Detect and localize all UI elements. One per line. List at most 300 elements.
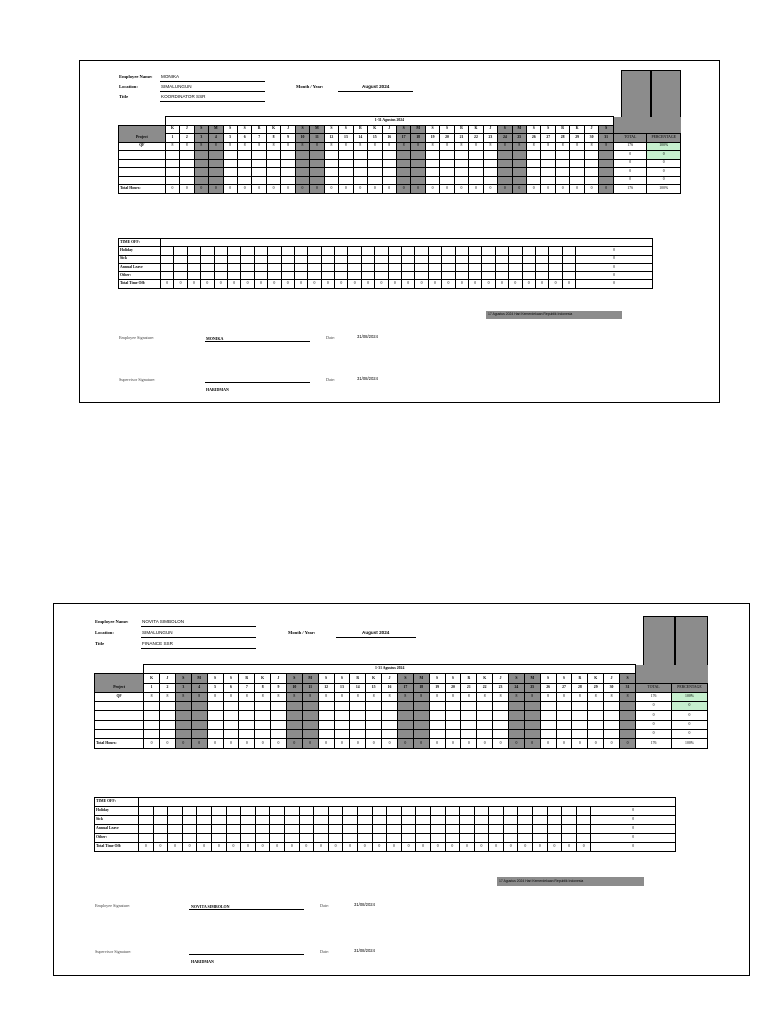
hours-cell[interactable]: 8	[524, 692, 540, 701]
time-off-cell[interactable]	[153, 825, 168, 834]
time-off-cell[interactable]	[161, 263, 174, 271]
time-off-cell[interactable]	[212, 807, 227, 816]
hours-cell[interactable]	[318, 730, 334, 739]
time-off-cell[interactable]	[415, 263, 428, 271]
hours-cell[interactable]	[334, 711, 350, 720]
hours-cell[interactable]	[194, 159, 208, 168]
time-off-cell[interactable]	[387, 834, 402, 843]
hours-cell[interactable]: 8	[572, 692, 588, 701]
hours-cell[interactable]	[508, 702, 524, 711]
hours-cell[interactable]: 8	[397, 692, 413, 701]
hours-cell[interactable]	[160, 720, 176, 729]
hours-cell[interactable]	[570, 168, 584, 177]
time-off-cell[interactable]	[416, 807, 431, 816]
time-off-cell[interactable]	[489, 816, 504, 825]
time-off-cell[interactable]	[495, 255, 508, 263]
time-off-cell[interactable]	[284, 834, 299, 843]
hours-cell[interactable]: 8	[207, 692, 223, 701]
hours-cell[interactable]	[286, 702, 302, 711]
time-off-cell[interactable]	[201, 255, 214, 263]
time-off-cell[interactable]	[460, 825, 475, 834]
hours-cell[interactable]: 8	[366, 692, 382, 701]
time-off-cell[interactable]	[562, 272, 575, 280]
hours-cell[interactable]	[469, 159, 483, 168]
hours-cell[interactable]	[165, 176, 179, 185]
time-off-cell[interactable]	[495, 247, 508, 255]
time-off-cell[interactable]	[401, 825, 416, 834]
hours-cell[interactable]	[295, 168, 309, 177]
time-off-cell[interactable]	[535, 247, 548, 255]
hours-cell[interactable]	[286, 720, 302, 729]
hours-cell[interactable]	[584, 151, 598, 160]
hours-cell[interactable]: 8	[324, 142, 338, 151]
time-off-cell[interactable]	[308, 255, 321, 263]
hours-cell[interactable]: 8	[429, 692, 445, 701]
hours-cell[interactable]	[599, 159, 614, 168]
time-off-cell[interactable]	[335, 255, 348, 263]
time-off-cell[interactable]	[535, 263, 548, 271]
hours-cell[interactable]	[191, 702, 207, 711]
hours-cell[interactable]	[239, 720, 255, 729]
hours-cell[interactable]	[572, 730, 588, 739]
hours-cell[interactable]	[556, 720, 572, 729]
hours-cell[interactable]	[382, 151, 396, 160]
time-off-cell[interactable]	[321, 272, 334, 280]
hours-cell[interactable]: 8	[209, 142, 223, 151]
time-off-cell[interactable]	[401, 816, 416, 825]
hours-cell[interactable]	[366, 730, 382, 739]
time-off-cell[interactable]	[226, 807, 241, 816]
time-off-cell[interactable]	[474, 816, 489, 825]
time-off-cell[interactable]	[268, 272, 281, 280]
hours-cell[interactable]	[255, 711, 271, 720]
hours-cell[interactable]: 8	[302, 692, 318, 701]
time-off-cell[interactable]	[161, 272, 174, 280]
time-off-cell[interactable]	[182, 834, 197, 843]
hours-cell[interactable]	[237, 168, 251, 177]
time-off-cell[interactable]	[402, 247, 415, 255]
project-name[interactable]: QF	[95, 692, 144, 701]
hours-cell[interactable]	[454, 151, 468, 160]
hours-cell[interactable]	[570, 176, 584, 185]
time-off-cell[interactable]	[212, 834, 227, 843]
hours-cell[interactable]	[588, 720, 604, 729]
time-off-cell[interactable]	[168, 834, 183, 843]
hours-cell[interactable]	[382, 159, 396, 168]
hours-cell[interactable]: 8	[498, 142, 512, 151]
hours-cell[interactable]	[527, 159, 541, 168]
time-off-cell[interactable]	[299, 816, 314, 825]
hours-cell[interactable]	[295, 176, 309, 185]
time-off-cell[interactable]	[187, 247, 200, 255]
hours-cell[interactable]	[194, 176, 208, 185]
project-name[interactable]	[119, 151, 166, 160]
time-off-cell[interactable]	[562, 255, 575, 263]
hours-cell[interactable]	[144, 720, 160, 729]
time-off-cell[interactable]	[284, 807, 299, 816]
hours-cell[interactable]	[339, 151, 353, 160]
hours-cell[interactable]: 8	[382, 692, 398, 701]
hours-cell[interactable]	[271, 730, 287, 739]
hours-cell[interactable]	[397, 702, 413, 711]
time-off-cell[interactable]	[445, 825, 460, 834]
time-off-cell[interactable]	[241, 834, 256, 843]
hours-cell[interactable]	[310, 168, 324, 177]
time-off-cell[interactable]	[187, 255, 200, 263]
time-off-cell[interactable]	[576, 834, 591, 843]
hours-cell[interactable]	[223, 176, 237, 185]
time-off-cell[interactable]	[375, 247, 388, 255]
time-off-cell[interactable]	[226, 825, 241, 834]
time-off-cell[interactable]	[562, 825, 577, 834]
hours-cell[interactable]	[493, 730, 509, 739]
hours-cell[interactable]	[207, 711, 223, 720]
time-off-cell[interactable]	[284, 816, 299, 825]
hours-cell[interactable]	[397, 730, 413, 739]
time-off-cell[interactable]	[503, 825, 518, 834]
hours-cell[interactable]	[619, 702, 635, 711]
time-off-cell[interactable]	[445, 834, 460, 843]
hours-cell[interactable]: 8	[599, 142, 614, 151]
time-off-cell[interactable]	[562, 807, 577, 816]
hours-cell[interactable]: 8	[555, 142, 569, 151]
hours-cell[interactable]	[413, 720, 429, 729]
hours-cell[interactable]: 8	[175, 692, 191, 701]
hours-cell[interactable]	[281, 176, 295, 185]
time-off-cell[interactable]	[522, 247, 535, 255]
time-off-cell[interactable]	[547, 816, 562, 825]
hours-cell[interactable]	[271, 702, 287, 711]
hours-cell[interactable]: 8	[191, 692, 207, 701]
hours-cell[interactable]	[429, 730, 445, 739]
hours-cell[interactable]	[175, 711, 191, 720]
hours-cell[interactable]	[209, 151, 223, 160]
time-off-cell[interactable]	[270, 834, 285, 843]
hours-cell[interactable]: 8	[445, 692, 461, 701]
time-off-cell[interactable]	[474, 807, 489, 816]
hours-cell[interactable]: 8	[469, 142, 483, 151]
time-off-cell[interactable]	[343, 834, 358, 843]
time-off-cell[interactable]	[576, 825, 591, 834]
time-off-cell[interactable]	[430, 825, 445, 834]
hours-cell[interactable]	[180, 159, 194, 168]
hours-cell[interactable]	[493, 720, 509, 729]
time-off-cell[interactable]	[388, 247, 401, 255]
hours-cell[interactable]	[512, 159, 526, 168]
hours-cell[interactable]	[382, 176, 396, 185]
hours-cell[interactable]	[366, 711, 382, 720]
hours-cell[interactable]	[619, 711, 635, 720]
time-off-cell[interactable]	[281, 255, 294, 263]
time-off-cell[interactable]	[533, 816, 548, 825]
time-off-cell[interactable]	[576, 807, 591, 816]
time-off-cell[interactable]	[241, 816, 256, 825]
time-off-cell[interactable]	[227, 263, 240, 271]
hours-cell[interactable]	[281, 151, 295, 160]
time-off-cell[interactable]	[270, 816, 285, 825]
hours-cell[interactable]: 8	[540, 692, 556, 701]
time-off-cell[interactable]	[197, 825, 212, 834]
hours-cell[interactable]	[266, 151, 280, 160]
time-off-cell[interactable]	[255, 816, 270, 825]
hours-cell[interactable]: 8	[512, 142, 526, 151]
hours-cell[interactable]	[252, 168, 266, 177]
time-off-cell[interactable]	[547, 825, 562, 834]
hours-cell[interactable]: 8	[286, 692, 302, 701]
time-off-cell[interactable]	[533, 834, 548, 843]
time-off-cell[interactable]	[139, 807, 154, 816]
time-off-cell[interactable]	[153, 807, 168, 816]
hours-cell[interactable]	[411, 176, 425, 185]
hours-cell[interactable]	[310, 151, 324, 160]
time-off-cell[interactable]	[348, 272, 361, 280]
time-off-cell[interactable]	[489, 825, 504, 834]
time-off-cell[interactable]	[509, 263, 522, 271]
time-off-cell[interactable]	[281, 272, 294, 280]
hours-cell[interactable]	[556, 711, 572, 720]
hours-cell[interactable]	[318, 702, 334, 711]
hours-cell[interactable]	[266, 176, 280, 185]
hours-cell[interactable]	[207, 730, 223, 739]
time-off-cell[interactable]	[482, 263, 495, 271]
time-off-cell[interactable]	[321, 255, 334, 263]
hours-cell[interactable]: 8	[477, 692, 493, 701]
hours-cell[interactable]: 8	[493, 692, 509, 701]
time-off-cell[interactable]	[321, 263, 334, 271]
time-off-cell[interactable]	[445, 807, 460, 816]
hours-cell[interactable]	[477, 711, 493, 720]
time-off-cell[interactable]	[503, 834, 518, 843]
hours-cell[interactable]	[477, 730, 493, 739]
hours-cell[interactable]	[191, 711, 207, 720]
hours-cell[interactable]	[194, 168, 208, 177]
hours-cell[interactable]: 8	[180, 142, 194, 151]
hours-cell[interactable]: 8	[604, 692, 620, 701]
time-off-cell[interactable]	[174, 272, 187, 280]
time-off-cell[interactable]	[460, 816, 475, 825]
time-off-cell[interactable]	[562, 247, 575, 255]
time-off-cell[interactable]	[227, 255, 240, 263]
time-off-cell[interactable]	[547, 834, 562, 843]
hours-cell[interactable]	[599, 168, 614, 177]
hours-cell[interactable]	[324, 176, 338, 185]
hours-cell[interactable]	[527, 168, 541, 177]
hours-cell[interactable]	[396, 151, 410, 160]
hours-cell[interactable]	[286, 730, 302, 739]
hours-cell[interactable]: 8	[411, 142, 425, 151]
time-off-cell[interactable]	[509, 247, 522, 255]
time-off-cell[interactable]	[187, 272, 200, 280]
time-off-cell[interactable]	[509, 272, 522, 280]
time-off-cell[interactable]	[388, 255, 401, 263]
hours-cell[interactable]	[556, 730, 572, 739]
hours-cell[interactable]: 8	[144, 692, 160, 701]
time-off-cell[interactable]	[388, 272, 401, 280]
time-off-cell[interactable]	[254, 247, 267, 255]
time-off-cell[interactable]	[401, 834, 416, 843]
hours-cell[interactable]	[599, 176, 614, 185]
hours-cell[interactable]: 8	[454, 142, 468, 151]
time-off-cell[interactable]	[328, 807, 343, 816]
time-off-cell[interactable]	[139, 816, 154, 825]
hours-cell[interactable]: 8	[160, 692, 176, 701]
time-off-cell[interactable]	[182, 807, 197, 816]
hours-cell[interactable]	[461, 702, 477, 711]
hours-cell[interactable]: 8	[318, 692, 334, 701]
time-off-cell[interactable]	[197, 834, 212, 843]
time-off-cell[interactable]	[372, 816, 387, 825]
hours-cell[interactable]	[324, 151, 338, 160]
hours-cell[interactable]	[541, 176, 555, 185]
hours-cell[interactable]	[165, 159, 179, 168]
hours-cell[interactable]	[483, 151, 497, 160]
time-off-cell[interactable]	[549, 255, 562, 263]
time-off-cell[interactable]	[547, 807, 562, 816]
time-off-cell[interactable]	[372, 834, 387, 843]
time-off-cell[interactable]	[428, 272, 441, 280]
time-off-cell[interactable]	[168, 807, 183, 816]
time-off-cell[interactable]	[226, 834, 241, 843]
time-off-cell[interactable]	[361, 255, 374, 263]
time-off-cell[interactable]	[268, 247, 281, 255]
time-off-cell[interactable]	[372, 807, 387, 816]
time-off-cell[interactable]	[314, 834, 329, 843]
hours-cell[interactable]	[295, 159, 309, 168]
time-off-cell[interactable]	[503, 807, 518, 816]
time-off-cell[interactable]	[227, 272, 240, 280]
project-name[interactable]	[95, 702, 144, 711]
hours-cell[interactable]	[440, 151, 454, 160]
hours-cell[interactable]	[604, 711, 620, 720]
hours-cell[interactable]	[411, 168, 425, 177]
hours-cell[interactable]	[498, 176, 512, 185]
hours-cell[interactable]	[604, 702, 620, 711]
time-off-cell[interactable]	[549, 247, 562, 255]
hours-cell[interactable]	[584, 168, 598, 177]
hours-cell[interactable]	[339, 168, 353, 177]
hours-cell[interactable]: 8	[570, 142, 584, 151]
hours-cell[interactable]	[281, 168, 295, 177]
time-off-cell[interactable]	[549, 272, 562, 280]
hours-cell[interactable]	[286, 711, 302, 720]
hours-cell[interactable]	[584, 176, 598, 185]
time-off-cell[interactable]	[294, 272, 307, 280]
time-off-cell[interactable]	[328, 825, 343, 834]
hours-cell[interactable]: 8	[334, 692, 350, 701]
time-off-cell[interactable]	[361, 272, 374, 280]
time-off-cell[interactable]	[328, 816, 343, 825]
hours-cell[interactable]	[599, 151, 614, 160]
time-off-cell[interactable]	[308, 247, 321, 255]
time-off-cell[interactable]	[348, 263, 361, 271]
time-off-cell[interactable]	[227, 247, 240, 255]
hours-cell[interactable]	[382, 702, 398, 711]
time-off-cell[interactable]	[402, 272, 415, 280]
hours-cell[interactable]	[524, 730, 540, 739]
hours-cell[interactable]	[334, 730, 350, 739]
hours-cell[interactable]	[295, 151, 309, 160]
project-name[interactable]	[95, 711, 144, 720]
time-off-cell[interactable]	[314, 816, 329, 825]
time-off-cell[interactable]	[328, 834, 343, 843]
time-off-cell[interactable]	[357, 807, 372, 816]
hours-cell[interactable]	[207, 720, 223, 729]
time-off-cell[interactable]	[241, 272, 254, 280]
hours-cell[interactable]	[572, 702, 588, 711]
hours-cell[interactable]	[207, 702, 223, 711]
hours-cell[interactable]	[382, 711, 398, 720]
hours-cell[interactable]	[413, 730, 429, 739]
hours-cell[interactable]: 8	[310, 142, 324, 151]
hours-cell[interactable]	[572, 720, 588, 729]
hours-cell[interactable]	[454, 159, 468, 168]
hours-cell[interactable]	[310, 176, 324, 185]
hours-cell[interactable]	[271, 711, 287, 720]
hours-cell[interactable]: 8	[165, 142, 179, 151]
hours-cell[interactable]	[368, 176, 382, 185]
hours-cell[interactable]	[454, 176, 468, 185]
time-off-cell[interactable]	[482, 255, 495, 263]
hours-cell[interactable]: 8	[271, 692, 287, 701]
time-off-cell[interactable]	[161, 255, 174, 263]
time-off-cell[interactable]	[509, 255, 522, 263]
hours-cell[interactable]	[223, 730, 239, 739]
hours-cell[interactable]	[266, 159, 280, 168]
hours-cell[interactable]	[512, 151, 526, 160]
hours-cell[interactable]	[411, 159, 425, 168]
time-off-cell[interactable]	[442, 247, 455, 255]
time-off-cell[interactable]	[254, 255, 267, 263]
hours-cell[interactable]	[619, 720, 635, 729]
hours-cell[interactable]	[382, 168, 396, 177]
hours-cell[interactable]	[324, 168, 338, 177]
hours-cell[interactable]	[191, 730, 207, 739]
hours-cell[interactable]	[498, 168, 512, 177]
hours-cell[interactable]	[512, 176, 526, 185]
time-off-cell[interactable]	[153, 816, 168, 825]
time-off-cell[interactable]	[455, 263, 468, 271]
time-off-cell[interactable]	[187, 263, 200, 271]
hours-cell[interactable]	[160, 730, 176, 739]
time-off-cell[interactable]	[168, 816, 183, 825]
hours-cell[interactable]	[239, 730, 255, 739]
hours-cell[interactable]	[237, 159, 251, 168]
time-off-cell[interactable]	[430, 834, 445, 843]
hours-cell[interactable]: 8	[619, 692, 635, 701]
time-off-cell[interactable]	[455, 255, 468, 263]
hours-cell[interactable]: 8	[483, 142, 497, 151]
time-off-cell[interactable]	[255, 807, 270, 816]
hours-cell[interactable]	[209, 168, 223, 177]
hours-cell[interactable]	[425, 151, 439, 160]
hours-cell[interactable]	[397, 720, 413, 729]
time-off-cell[interactable]	[428, 255, 441, 263]
time-off-cell[interactable]	[268, 255, 281, 263]
time-off-cell[interactable]	[468, 263, 481, 271]
project-name[interactable]	[119, 168, 166, 177]
time-off-cell[interactable]	[314, 825, 329, 834]
hours-cell[interactable]	[508, 720, 524, 729]
hours-cell[interactable]: 8	[527, 142, 541, 151]
time-off-cell[interactable]	[533, 825, 548, 834]
time-off-cell[interactable]	[518, 816, 533, 825]
hours-cell[interactable]	[334, 702, 350, 711]
time-off-cell[interactable]	[335, 263, 348, 271]
hours-cell[interactable]	[324, 159, 338, 168]
time-off-cell[interactable]	[415, 272, 428, 280]
hours-cell[interactable]: 8	[255, 692, 271, 701]
time-off-cell[interactable]	[294, 263, 307, 271]
